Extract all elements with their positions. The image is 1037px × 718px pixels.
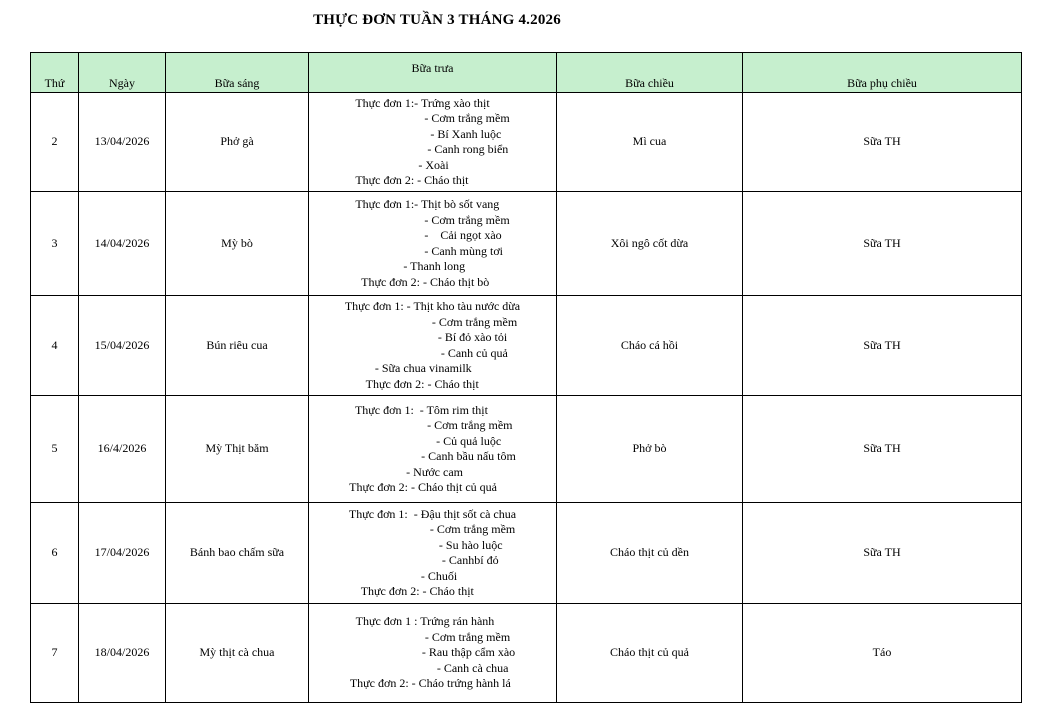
lunch-line: - Cơm trắng mềm: [355, 111, 510, 125]
lunch-line: - Cơm trắng mềm: [349, 629, 511, 644]
lunch-line: - Canh củ quả: [344, 345, 508, 360]
breakfast-cell: Mỳ thịt cà chua: [166, 604, 309, 703]
day-cell: 2: [31, 93, 79, 192]
lunch-line: - Cơm trắng mềm: [344, 314, 518, 329]
table-row: [31, 604, 1022, 703]
date-cell: 17/04/2026: [79, 503, 166, 604]
lunch-line: - Canhbí đỏ: [348, 553, 499, 567]
lunch-line: - Thanh long: [355, 259, 466, 273]
day-cell: 3: [31, 192, 79, 296]
header-dinner: Bữa chiều: [557, 53, 743, 93]
dinner-cell: Cháo cá hồi: [557, 296, 743, 396]
date-cell: 13/04/2026: [79, 93, 166, 192]
breakfast-cell: Bún riêu cua: [166, 296, 309, 396]
table-row: [31, 503, 1022, 604]
lunch-line: Thực đơn 2: - Cháo thịt: [344, 376, 479, 391]
lunch-line: - Bí đỏ xào tỏi: [344, 330, 508, 344]
lunch-line: - Cải ngọt xào: [355, 228, 502, 242]
breakfast-cell: Bánh bao chấm sữa: [166, 503, 309, 604]
date-cell: 15/04/2026: [79, 296, 166, 396]
date-cell: 18/04/2026: [79, 604, 166, 703]
lunch-line: Thực đơn 2: - Cháo trứng hành lá: [349, 676, 511, 691]
lunch-line: Thực đơn 1: - Tôm rim thịt: [349, 402, 488, 417]
lunch-cell: [309, 192, 557, 296]
table-row: [31, 93, 1022, 192]
lunch-line: - Cơm trắng mềm: [349, 418, 513, 432]
header-breakfast: Bữa sáng: [166, 53, 309, 93]
table-row: [31, 396, 1022, 503]
header-date: Ngày: [79, 53, 166, 93]
header-snack: Bữa phụ chiều: [743, 53, 1022, 93]
day-cell: 6: [31, 503, 79, 604]
lunch-line: - Bí Xanh luộc: [355, 126, 502, 141]
lunch-cell: [309, 604, 557, 703]
menu-table: [30, 52, 1022, 703]
day-cell: 4: [31, 296, 79, 396]
dinner-cell: Cháo thịt củ quả: [557, 604, 743, 703]
lunch-line: - Canh bầu nấu tôm: [349, 449, 516, 463]
lunch-line: - Củ quả luộc: [349, 433, 502, 448]
breakfast-cell: Mỳ Thịt băm: [166, 396, 309, 503]
date-cell: 14/04/2026: [79, 192, 166, 296]
lunch-line: - Nước cam: [349, 464, 463, 479]
header-row: [31, 53, 1022, 93]
breakfast-cell: Phở gà: [166, 93, 309, 192]
lunch-line: Thực đơn 1:- Thịt bò sốt vang: [355, 197, 500, 211]
lunch-line: Thực đơn 2: - Cháo thịt củ quả: [349, 480, 497, 494]
lunch-line: - Cơm trắng mềm: [355, 212, 510, 227]
breakfast-cell: Mỳ bò: [166, 192, 309, 296]
snack-cell: Sữa TH: [743, 93, 1022, 192]
dinner-cell: Phở bò: [557, 396, 743, 503]
lunch-line: - Sữa chua vinamilk: [344, 361, 472, 375]
lunch-cell: [309, 93, 557, 192]
lunch-line: - Cơm trắng mềm: [348, 522, 516, 536]
lunch-cell: [309, 296, 557, 396]
day-cell: 7: [31, 604, 79, 703]
lunch-cell: [309, 503, 557, 604]
dinner-cell: Cháo thịt củ dền: [557, 503, 743, 604]
lunch-cell: [309, 396, 557, 503]
lunch-line: - Su hào luộc: [348, 537, 503, 552]
lunch-line: - Canh cà chua: [349, 660, 509, 675]
snack-cell: Sữa TH: [743, 396, 1022, 503]
table-row: [31, 296, 1022, 396]
lunch-line: Thực đơn 1 : Trứng rán hành: [349, 614, 495, 629]
snack-cell: Táo: [743, 604, 1022, 703]
lunch-line: - Xoài: [355, 157, 449, 172]
lunch-line: Thực đơn 2: - Cháo thịt: [348, 584, 474, 598]
table-row: [31, 192, 1022, 296]
lunch-line: - Rau thập cẩm xào: [349, 645, 516, 660]
lunch-line: Thực đơn 2: - Cháo thịt: [355, 173, 469, 187]
lunch-line: Thực đơn 1: - Đậu thịt sốt cà chua: [348, 506, 517, 521]
lunch-line: - Canh rong biển: [355, 142, 509, 156]
snack-cell: Sữa TH: [743, 296, 1022, 396]
lunch-line: Thực đơn 1: - Thịt kho tàu nước dừa: [344, 299, 521, 313]
snack-cell: Sữa TH: [743, 503, 1022, 604]
date-cell: 16/4/2026: [79, 396, 166, 503]
header-lunch: Bữa trưa: [309, 53, 557, 93]
page-title: THỰC ĐƠN TUẦN 3 THÁNG 4.2026: [313, 12, 561, 28]
lunch-line: - Canh mùng tơi: [355, 243, 504, 258]
lunch-line: - Chuối: [348, 568, 458, 583]
dinner-cell: Xôi ngô cốt dừa: [557, 192, 743, 296]
lunch-line: Thực đơn 2: - Cháo thịt bò: [355, 274, 490, 289]
header-day: Thứ: [31, 53, 79, 93]
dinner-cell: Mì cua: [557, 93, 743, 192]
day-cell: 5: [31, 396, 79, 503]
lunch-line: Thực đơn 1:- Trứng xào thịt: [355, 95, 490, 110]
snack-cell: Sữa TH: [743, 192, 1022, 296]
